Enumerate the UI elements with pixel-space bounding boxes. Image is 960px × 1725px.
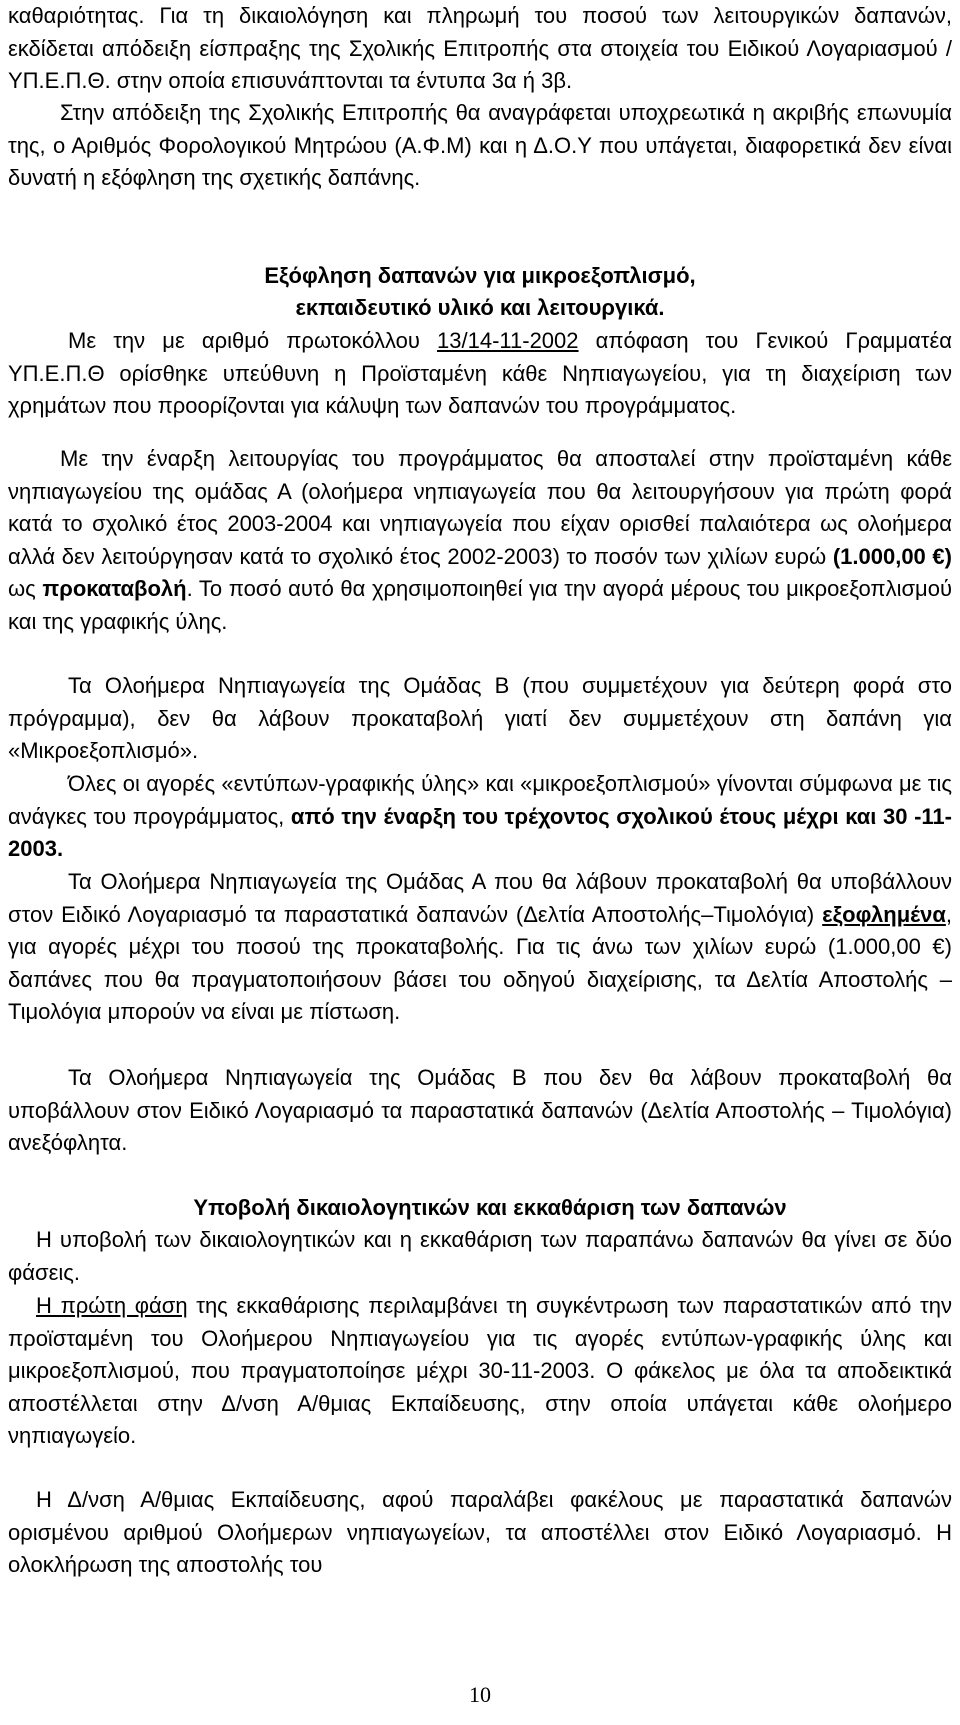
advance-amount: (1.000,00 €) xyxy=(832,543,952,569)
paragraph-group-b: Τα Ολοήμερα Νηπιαγωγεία της Ομάδας Β (που συμμετέχουν για δεύτερη φορά στο πρόγραμμα), δεν θα λάβουν προκαταβολή γιατί δεν συμμετέχουν στη δαπάνη για «Μικροεξοπλισμό». xyxy=(8,673,952,763)
paragraph-receipt: καθαριότητας. Για τη δικαιολόγηση και πληρωμή του ποσού των λειτουργικών δαπανών, εκδίδεται απόδειξη είσπραξης της Σχολικής Επιτροπής στα στοιχεία του Ειδικού Λογαριασμού / ΥΠ.Ε.Π.Θ. στην οποία επισυνάπτονται τα έντυπα 3α ή 3β. xyxy=(8,3,952,93)
section-heading-submission: Υποβολή δικαιολογητικών και εκκαθάριση των δαπανών xyxy=(193,1195,787,1220)
decision-text-end: απόφαση του Γενικού Γραμματέα ΥΠ.Ε.Π.Θ ορίσθηκε υπεύθυνη η Προϊσταμένη κάθε Νηπιαγωγείου, για τη διαχείριση των χρημάτων που προορίζονται για κάλυψη των δαπανών του προγράμματος. xyxy=(8,328,952,418)
group-a-text-end: , για αγορές μέχρι του ποσού της προκαταβολής. Για τις άνω των χιλίων ευρώ (1.000,00 €) δαπάνες που θα πραγματοποιήσουν βάσει του οδηγού διαχείρισης, τα Δελτία Αποστολής – Τιμολόγια μπορούν να είναι με πίστωση. xyxy=(8,901,952,1024)
paragraph-advance-payment xyxy=(8,443,952,638)
paragraph-receipt-details: Στην απόδειξη της Σχολικής Επιτροπής θα αναγράφεται υποχρεωτικά η ακριβής επωνυμία της, ο Αριθμός Φορολογικού Μητρώου (Α.Φ.Μ) και η Δ.Ο.Υ που υπάγεται, διαφορετικά δεν είναι δυνατή η εξόφληση της σχετικής δαπάνης. xyxy=(8,100,952,190)
paid-word: εξοφλημένα xyxy=(822,901,946,927)
page-number: 10 xyxy=(469,1682,491,1707)
decision-text-start: Με την με αριθμό πρωτοκόλλου xyxy=(68,328,438,353)
purchases-text: Όλες οι αγορές «εντύπων-γραφικής ύλης» και «μικροεξοπλισμού» γίνονται σύμφωνα με τις ανάγκες του προγράμματος, xyxy=(8,771,952,829)
first-phase-text: της εκκαθάρισης περιλαμβάνει τη συγκέντρωση των παραστατικών από την προϊσταμένη του Ολοήμερου Νηπιαγωγείου για τις αγορές εντύπων-γραφικής ύλης και μικροεξοπλισμού, που πραγματοποίησε μέχρι 30-11-2003. Ο φάκελος με όλα τα αποδεικτικά αποστέλλεται στην Δ/νση Α/θμιας Εκπαίδευσης, στην οποία υπάγεται κάθε ολοήμερο νηπιαγωγείο. xyxy=(8,1293,952,1448)
protocol-number: 13/14-11-2002 xyxy=(437,328,579,353)
advance-text-end: . Το ποσό αυτό θα χρησιμοποιηθεί για την αγορά μέρους του μικροεξοπλισμού και της γραφικής ύλης. xyxy=(8,576,952,634)
paragraph-directorate: Η Δ/νση Α/θμιας Εκπαίδευσης, αφού παραλάβει φακέλους με παραστατικά δαπανών ορισμένου αριθμού Ολοήμερων νηπιαγωγείων, τα αποστέλλει στον Ειδικό Λογαριασμό. Η ολοκλήρωση της αποστολής του xyxy=(8,1487,952,1577)
first-phase-label: Η πρώτη φάση xyxy=(36,1293,188,1318)
group-a-text-start: Τα Ολοήμερα Νηπιαγωγεία της Ομάδας Α που θα λάβουν προκαταβολή θα υποβάλλουν στον Ειδικό Λογαριασμό τα παραστατικά δαπανών (Δελτία Αποστολής–Τιμολόγια) xyxy=(8,869,952,927)
section-heading-expenses-line2: εκπαιδευτικό υλικό και λειτουργικά. xyxy=(295,295,665,320)
paragraph-purchases xyxy=(8,768,952,866)
advance-word: προκαταβολή xyxy=(42,576,187,601)
section-heading-expenses-line1: Εξόφληση δαπανών για μικροεξοπλισμό, xyxy=(264,263,696,288)
paragraph-first-phase xyxy=(8,1290,952,1453)
paragraph-decision xyxy=(8,325,952,423)
paragraph-two-phases: Η υποβολή των δικαιολογητικών και η εκκαθάριση των παραπάνω δαπανών θα γίνει σε δύο φάσεις. xyxy=(8,1227,952,1285)
advance-text-start: Με την έναρξη λειτουργίας του προγράμματος θα αποσταλεί στην προϊσταμένη κάθε νηπιαγωγείου της ομάδας Α (ολοήμερα νηπιαγωγεία που θα λειτουργήσουν για πρώτη φορά κατά το σχολικό έτος 2003-2004 και νηπιαγωγεία που είχαν ορισθεί παλαιότερα ως ολοήμερα αλλά δεν λειτούργησαν κατά το σχολικό έτος 2002-2003) το ποσόν των χιλίων ευρώ xyxy=(8,446,952,569)
paragraph-group-a-submission xyxy=(8,866,952,1029)
advance-text-as: ως xyxy=(8,576,43,601)
paragraph-group-b-submission: Τα Ολοήμερα Νηπιαγωγεία της Ομάδας Β που δεν θα λάβουν προκαταβολή θα υποβάλλουν στον Ειδικό Λογαριασμό τα παραστατικά δαπανών (Δελτία Αποστολής – Τιμολόγια) ανεξόφλητα. xyxy=(8,1065,952,1155)
purchases-deadline: από την έναρξη του τρέχοντος σχολικού έτους μέχρι και 30 -11- 2003. xyxy=(8,803,952,861)
